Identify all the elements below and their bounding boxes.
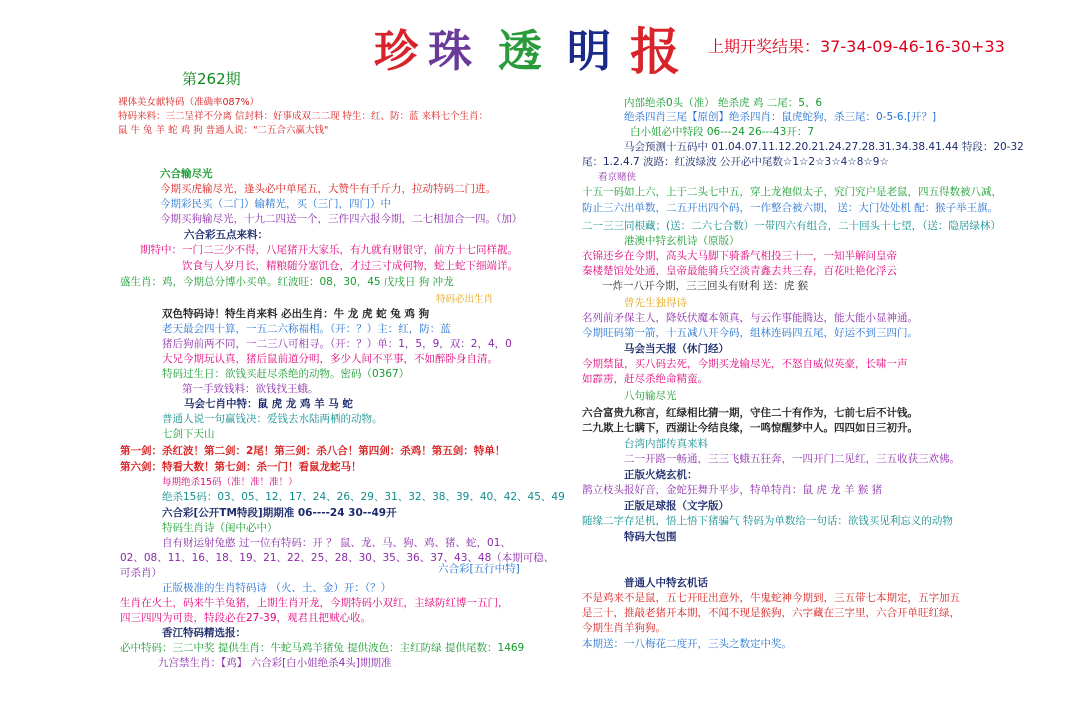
left-line: 特码生肖诗（闺中必中） [162, 522, 278, 534]
right-line: 鹊立枝头报好音，金蛇狂舞升平步，特单特肖：鼠 虎 龙 羊 猴 猪 [582, 484, 883, 496]
left-line: 特码来料：三二呈祥不分离 信封料：好事成双二二现 特生：红、防：蓝 来料七个生肖： [118, 111, 489, 122]
left-line: 鼠 牛 兔 羊 蛇 鸡 狗 普通人说："二五合六赢大钱" [118, 125, 329, 136]
right-line: 今期禁鼠，买八码去死，今期买龙输尽光，不怒自威似英豪，长啸一声 [582, 358, 908, 370]
masthead-char-4: 明 [567, 26, 611, 77]
masthead-char-2: 珠 [428, 26, 472, 77]
left-line: 六合彩[公开TM特段]期期准 06----24 30--49开 [162, 507, 397, 519]
left-line: 饮食与人岁月长，精粮随分塞饥仓，才过三寸成何物，蛇上蛇下细端详。 [182, 260, 518, 272]
right-line: 二一三三同根藏；(送：二六七合数）一带四六有组合，二十回头十七望，（送：隐居绿林） [582, 220, 1001, 232]
masthead-char-3: 透 [498, 26, 542, 77]
right-line: 六合富贵九称言，红绿相比猜一期，守住二十有作为，七前七后不计钱。 [582, 407, 918, 419]
right-line: 看京赌侠 [598, 172, 637, 183]
left-line: 正版极准的生肖特码诗 （火、土、金）开：（？） [162, 582, 392, 594]
left-line: 香江特码精选报： [162, 627, 246, 639]
left-line: 绝杀15码：03、05、12、17、24、26、29、31、32、38、39、40、42、45、49 [162, 491, 565, 503]
left-line: 七剑下天山 [162, 428, 215, 440]
left-line: 自有财运射兔憨 过一位有特码：开 ？ 鼠、龙、马、狗、鸡、猪、蛇，01、 [162, 537, 511, 549]
right-line: 今期旺码第一箭，十五减八开今码，组林连码四五尾，好运不到三四门。 [582, 327, 918, 339]
right-line: 一炸一八开今期，三三回头有财利 送：虎 猴 [602, 280, 809, 292]
right-line: 二九欺上七瞒下，西湖让今结良缘，一鸣惊醒梦中人。四四如日三初升。 [582, 422, 918, 434]
left-line: 每期绝杀15码（准！准！准！） [162, 477, 298, 488]
right-line: 特码大包围 [624, 531, 677, 543]
right-line: 今期生肖羊狗狗。 [582, 622, 666, 634]
right-line: 绝杀四肖三尾【原创】绝杀四肖：鼠虎蛇狗，杀三尾：0-5-6.[开？] [624, 111, 937, 123]
right-line: 马会预测十五码中 01.04.07.11.12.20.21.24.27.28.31.34.38.41.44 特段：20-32 [624, 141, 1024, 153]
left-line: 02、08、11、16、18、19、21、22、25、28、30、35、36、37、43、48（本期可稳、 [120, 552, 555, 564]
right-line: 马会当天报（休门经） [624, 343, 729, 355]
right-line: 港澳中特玄机诗（原版） [624, 235, 740, 247]
left-line: 九宫禁生肖：【鸡】 六合彩[白小姐绝杀4头]期期准 [158, 657, 392, 669]
left-line: 第六剑：特看大数！第七剑：杀一门！看鼠龙蛇马！ [120, 461, 362, 473]
left-line: 六合彩五点来料： [184, 229, 268, 241]
right-line: 八句输尽光 [624, 390, 677, 402]
right-line: 防止三六出单数，二五开出四个码，一作整合被六期， 送：大门处处机 配：猴子举王旗。 [582, 202, 999, 214]
left-line: 马会七肖中特：鼠 虎 龙 鸡 羊 马 蛇 [184, 398, 353, 410]
left-line: 今期彩民买（二门）输精光，买（三门，四门）中 [160, 198, 391, 210]
left-line: 可杀肖） [120, 567, 162, 579]
left-line: 六合彩[五行中特] [438, 563, 520, 575]
right-line: 内部绝杀0头（准） 绝杀虎 鸡 二尾：5、6 [624, 97, 823, 109]
right-line: 衣锦还乡在今期，高头大马脚下骑番气相投三十一，一知半解问皇帝 [582, 250, 897, 262]
left-line: 必中特码：三二中奖 提供生肖：牛蛇马鸡羊猪兔 提供波色：主红防绿 提供尾数：1469 [120, 642, 525, 654]
left-line: 四三四四为可贵，特段必在27-39，观君且把贼心收。 [120, 612, 372, 624]
right-line: 秦楼楚馆处处通，皇帝最能骑兵空淡青鑫去共三春，百花吐艳化浮云 [582, 265, 897, 277]
right-line: 台湾内部传真来料 [624, 438, 708, 450]
right-line: 曾先生独得诗 [624, 297, 687, 309]
last-draw-result: 上期开奖结果：37-34-09-46-16-30+33 [708, 37, 1005, 56]
right-line: 是三十，推敲老猪开本期，不闻不现是猴狗，六字藏在三字里，六合开单旺红绿， [582, 607, 960, 619]
left-line: 特码必出生肖 [436, 294, 494, 305]
right-line: 二一开路一畅通，三三飞蛾五狂奔，一四开门二见红，三五收获三欢佛。 [624, 453, 960, 465]
right-line: 正版火烧玄机： [624, 469, 698, 481]
left-line: 裸体美女献特码（准确率087%） [118, 97, 260, 108]
right-line: 尾：1.2.4.7 波路：红波绿波 公开必中尾数☆1☆2☆3☆4☆8☆9☆ [582, 156, 889, 168]
left-line: 第一手致钱料：欲钱找王蛾。 [182, 383, 319, 395]
masthead-char-5: 报 [630, 22, 680, 81]
left-line: 第一剑：杀红波！第二剑：2尾！第三剑：杀八合！第四剑：杀鸡！第五剑：特单！ [120, 445, 506, 457]
left-line: 猪后狗前两不同，一二三八可相寻。（开：？）单：1，5，9，双：2，4，0 [162, 338, 512, 350]
right-line: 十五一码如上六，上于二头七中五，穿上龙袍似太子，究门究户是老鼠，四五得数被八减， [582, 186, 1002, 198]
right-line: 名列前矛保主人，降妖伏魔本领真，与云作事能腾达，能大能小显神通。 [582, 312, 918, 324]
right-line: 普通人中特玄机话 [624, 577, 708, 589]
left-line: 大兄今期玩认真，猪后鼠前道分明，多少人间不平事，不如醉卧身自清。 [162, 353, 498, 365]
right-line: 本期送：一八梅花二度开，三头之数定中奖。 [582, 638, 792, 650]
right-line: 正版足球报（文字版） [624, 500, 729, 512]
left-line: 双色特码诗！特生肖来料 必出生肖：牛 龙 虎 蛇 兔 鸡 狗 [162, 308, 430, 320]
left-line: 今期买狗输尽光，十九二四送一个，三件四六报今期，二七相加合一四。（加） [160, 213, 523, 225]
right-line: 不是鸡来不是鼠，五七开旺出意外，牛鬼蛇神今期到，三五带七本期定，五字加五 [582, 592, 960, 604]
left-line: 盛生肖：鸡，今期总分博小买单。红波旺：08，30，45 戊戌日 狗 冲龙 [120, 276, 454, 288]
left-line: 普通人说一句赢钱决：爱钱去水陆两栖的动物。 [162, 413, 383, 425]
left-line: 今期买虎输尽光，逢头必中单尾五，大赞牛有千斤力，拉动特码二门进。 [160, 183, 496, 195]
left-line: 特码过生日：欲钱买赶尽杀绝的动物。密码（0367） [162, 368, 410, 380]
left-line: 期特中：一门二三少不得，八尾猪开大家乐，有九就有财银守，前方十七同样靓。 [140, 244, 518, 256]
issue-number: 第262期 [182, 70, 241, 88]
right-line: 随缘二字存足机，悟上悟下猪骗气 特码为单数给一句话：欲钱买见利忘义的动物 [582, 515, 953, 527]
right-line: 白小姐必中特段 06---24 26---43开：7 [630, 126, 815, 138]
masthead-char-1: 珍 [374, 26, 418, 77]
right-line: 如霹雳，赶尽杀绝命精蛮。 [582, 373, 708, 385]
left-line: 老天最会四十算，一五二六称福相。（开：？）主：红，防：蓝 [162, 323, 451, 335]
left-line: 生肖在火土，码来牛羊兔猪，上期生肖开龙，今期特码小双红，主绿防红博一五门， [120, 597, 509, 609]
left-line: 六合输尽光 [160, 168, 213, 180]
